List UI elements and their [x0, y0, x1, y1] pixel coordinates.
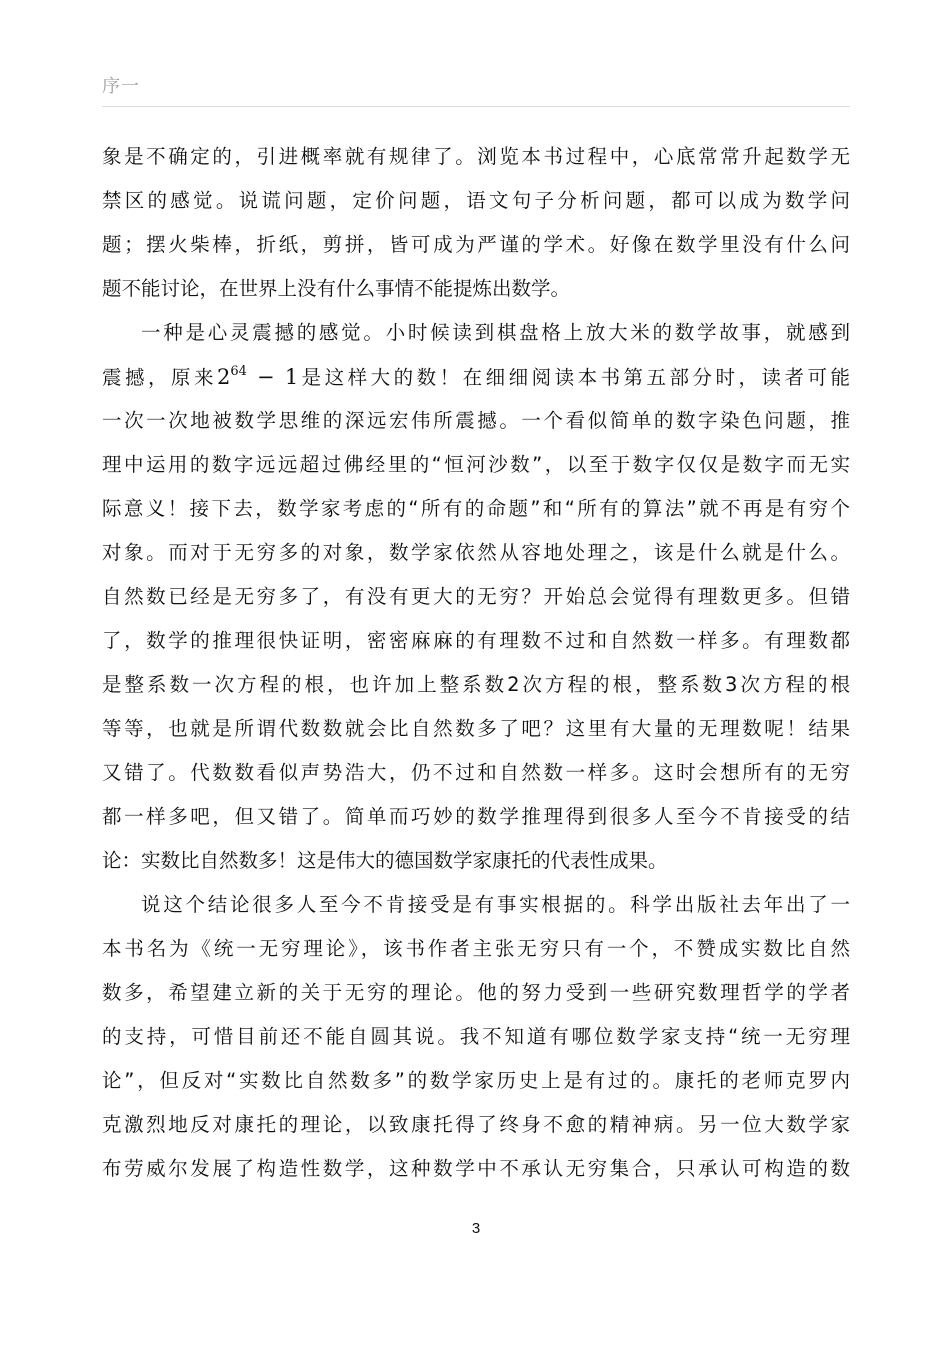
text-line: 题不能讨论，在世界上没有什么事情不能提炼出数学。 [102, 277, 571, 300]
text-line: 说这个结论很多人至今不肯接受是有事实根据的。科学出版社去年出了一 [141, 893, 850, 916]
text-line: 自然数已经是无穷多了，有没有更大的无穷？开始总会觉得有理数更多。但错 [102, 585, 850, 608]
text-line: 一种是心灵震撼的感觉。小时候读到棋盘格上放大米的数学故事，就感到 [141, 321, 850, 344]
math-base: 2 [216, 365, 231, 389]
math-exponent: 64 [230, 364, 247, 379]
text-line: 题；摆火柴棒，折纸，剪拼，皆可成为严谨的学术。好像在数学里没有什么问 [102, 233, 850, 256]
text-line: 对象。而对于无穷多的对象，数学家依然从容地处理之，该是什么就是什么。 [102, 541, 850, 564]
page-number: 3 [471, 1220, 481, 1237]
text-line: 布劳威尔发展了构造性数学，这种数学中不承认无穷集合，只承认可构造的数 [102, 1157, 850, 1180]
text-line: 象是不确定的，引进概率就有规律了。浏览本书过程中，心底常常升起数学无 [102, 145, 850, 168]
text-line: 数多，希望建立新的关于无穷的理论。他的努力受到一些研究数理哲学的学者 [102, 981, 850, 1004]
text-line: 论：实数比自然数多！这是伟大的德国数学家康托的代表性成果。 [102, 849, 668, 872]
text-segment: 震撼，原来 [102, 366, 217, 389]
text-line: 本书名为《统一无穷理论》，该书作者主张无穷只有一个，不赞成实数比自然 [102, 937, 850, 960]
header-divider [102, 106, 850, 107]
text-line-with-math [102, 362, 850, 392]
text-line: 了，数学的推理很快证明，密密麻麻的有理数不过和自然数一样多。有理数都 [102, 629, 850, 652]
text-line: 论”，但反对“实数比自然数多”的数学家历史上是有过的。康托的老师克罗内 [102, 1069, 850, 1092]
text-line: 是整系数一次方程的根，也许加上整系数2次方程的根，整系数3次方程的根 [102, 673, 850, 696]
math-expression [217, 365, 298, 389]
text-line: 克激烈地反对康托的理论，以致康托得了终身不愈的精神病。另一位大数学家 [102, 1113, 850, 1136]
text-line: 禁区的感觉。说谎问题，定价问题，语文句子分析问题，都可以成为数学问 [102, 189, 850, 212]
text-line: 又错了。代数数看似声势浩大，仍不过和自然数一样多。这时会想所有的无穷 [102, 761, 850, 784]
text-line: 都一样多吧，但又错了。简单而巧妙的数学推理得到很多人至今不肯接受的结 [102, 805, 850, 828]
math-remainder: − 1 [246, 365, 299, 389]
text-line: 一次一次地被数学思维的深远宏伟所震撼。一个看似简单的数字染色问题，推 [102, 409, 850, 432]
text-segment: 是这样大的数！在细细阅读本书第五部分时，读者可能 [298, 366, 850, 389]
running-head-title: 序一 [102, 76, 140, 97]
text-line: 的支持，可惜目前还不能自圆其说。我不知道有哪位数学家支持“统一无穷理 [102, 1025, 850, 1048]
text-line: 际意义！接下去，数学家考虑的“所有的命题”和“所有的算法”就不再是有穷个 [102, 497, 850, 520]
text-line: 理中运用的数字远远超过佛经里的“恒河沙数”，以至于数字仅仅是数字而无实 [102, 453, 850, 476]
text-line: 等等，也就是所谓代数数就会比自然数多了吧？这里有大量的无理数呢！结果 [102, 717, 850, 740]
